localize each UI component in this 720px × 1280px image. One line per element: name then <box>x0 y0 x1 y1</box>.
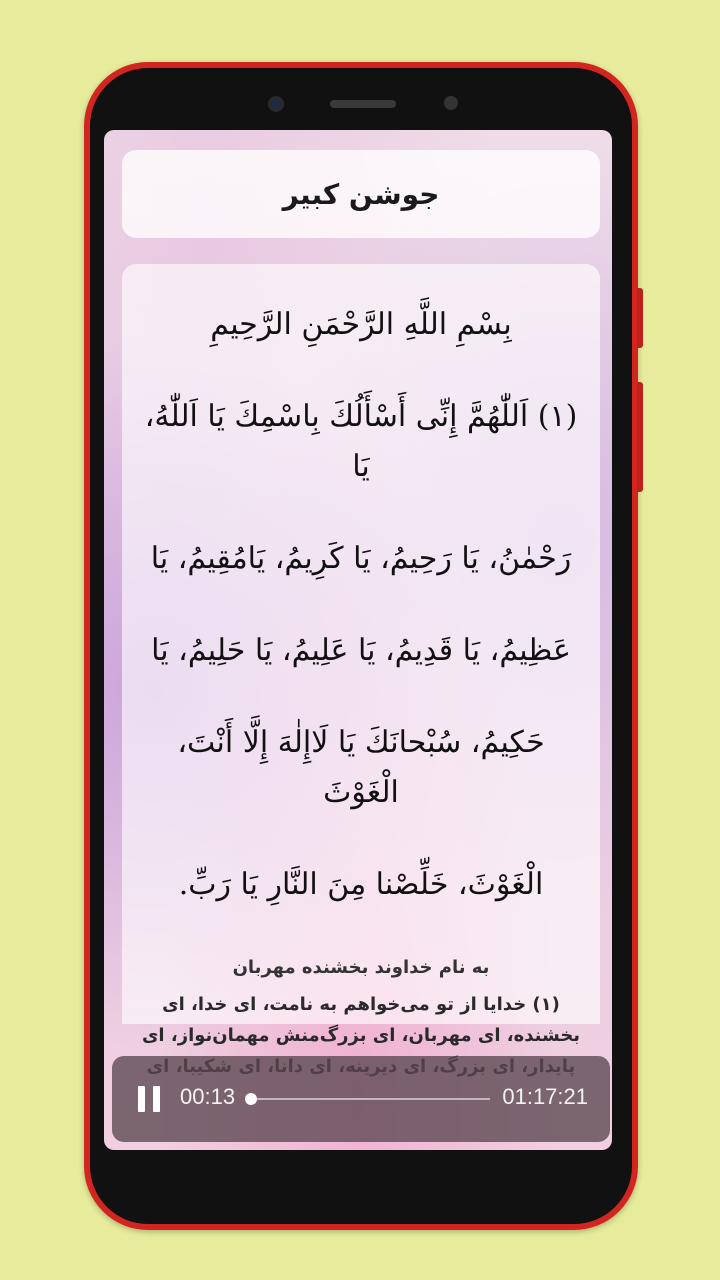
pause-icon <box>153 1086 160 1112</box>
seek-thumb[interactable] <box>245 1093 257 1105</box>
translation-heading: به نام خداوند بخشنده مهربان <box>232 957 490 978</box>
basmala: بِسْمِ اللَّهِ الرَّحْمَنِ الرَّحِيمِ <box>210 307 512 342</box>
arabic-line: عَظِيمُ، يَا قَدِيمُ، يَا عَلِيمُ، يَا حَلِيمُ، يَا <box>151 633 571 668</box>
pause-icon <box>138 1086 145 1112</box>
seek-bar[interactable] <box>250 1098 490 1100</box>
audio-player <box>112 1056 610 1142</box>
current-time: 00:13 <box>180 1084 236 1109</box>
arabic-line: (١) اَللّٰهُمَّ إِنِّى أَسْأَلُكَ بِاسْمِكَ يَا اَللّٰهُ، يَا <box>144 399 578 484</box>
arabic-line: حَكِيمُ، سُبْحانَكَ يَا لَاإِلٰهَ إِلَّا أَنْتَ، الْغَوْثَ <box>177 725 545 810</box>
translation-line: بخشنده، ای مهربان، ای بزرگ‌منش مهمان‌نواز، ای <box>141 1025 581 1046</box>
translation-line: (١) خدایا از تو می‌خواهم به نامت، ای خدا، ای <box>162 994 560 1015</box>
proximity-sensor <box>444 96 458 110</box>
earpiece-speaker <box>330 100 396 108</box>
page-title: جوشن کبیر <box>282 177 440 211</box>
front-camera-icon <box>268 96 284 112</box>
arabic-text <box>122 300 600 910</box>
title-card <box>122 150 600 238</box>
prayer-text-card[interactable] <box>122 264 600 1046</box>
power-button <box>637 382 643 492</box>
total-time: 01:17:21 <box>502 1084 588 1109</box>
pause-button[interactable] <box>138 1086 160 1112</box>
volume-button <box>637 288 643 348</box>
arabic-line: رَحْمٰنُ، يَا رَحِيمُ، يَا كَرِيمُ، يَامُقِيمُ، يَا <box>150 541 572 576</box>
app-screen <box>104 130 612 1150</box>
arabic-line: الْغَوْثَ، خَلِّصْنا مِنَ النَّارِ يَا رَبِّ. <box>178 867 544 902</box>
